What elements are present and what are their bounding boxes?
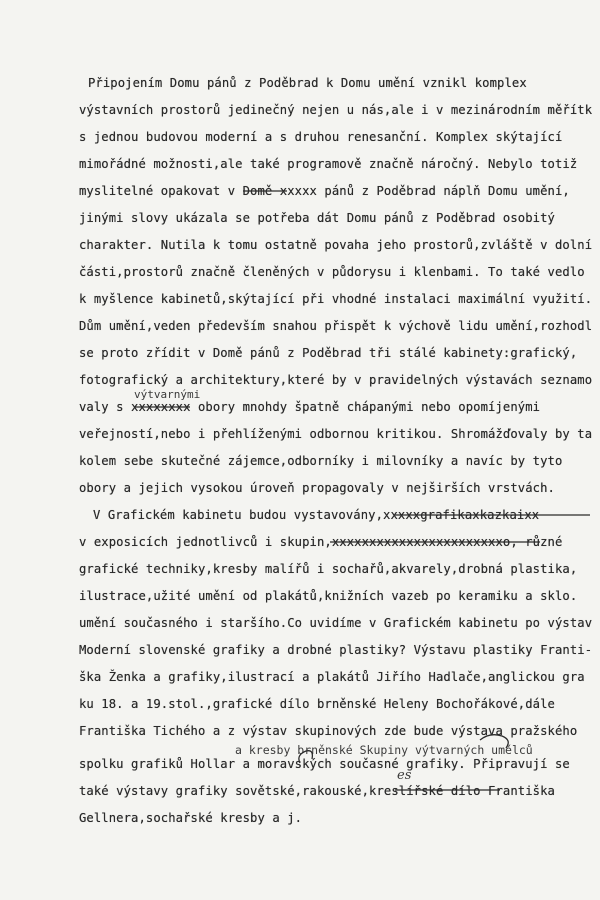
interlinear-correction: výtvarnými	[134, 388, 201, 401]
text-line: Moderní slovenské grafiky a drobné plastiky? Výstavu plastiky Franti-	[79, 643, 593, 657]
text-line: Gellnera,sochařské kresby a j.	[79, 811, 303, 825]
text-line: umění současného i staršího.Co uvidíme v Grafickém kabinetu po výstav	[79, 616, 593, 630]
text-line: mimořádné možnosti,ale také programově značně náročný. Nebylo totiž	[79, 157, 578, 171]
text-line: s jednou budovou moderní a s druhou renesanční. Komplex skýtající	[79, 130, 563, 144]
text-line: V Grafickém kabinetu budou vystavovány,xxxxxgrafikaxkazkaixx	[93, 508, 540, 522]
text-line: ilustrace,užité umění od plakátů,knižních vazeb po keramiku a sklo.	[79, 589, 578, 603]
text-line: grafické techniky,kresby malířů i sochařů,akvarely,drobná plastika,	[79, 562, 578, 576]
text-line: výstavních prostorů jedinečný nejen u nás,ale i v mezinárodním měřítk	[79, 103, 593, 117]
text-line: také výstavy grafiky sovětské,rakouské,kreslířské dílo Františka	[79, 784, 555, 798]
handwritten-mark: es	[397, 768, 412, 783]
text-line: valy s xxxxxxxx obory mnohdy špatně chápanými nebo opomíjenými	[79, 400, 541, 414]
text-line: spolku grafiků Hollar a moravských současné grafiky. Připravují se	[79, 757, 570, 771]
text-line: Dům umění,veden především snahou přispět k výchově lidu umění,rozhodl	[79, 319, 593, 333]
text-line: ku 18. a 19.stol.,grafické dílo brněnské Heleny Bochořákové,dále	[79, 697, 555, 711]
text-line: obory a jejich vysokou úroveň propagovaly v nejširších vrstvách.	[79, 481, 555, 495]
text-line: jinými slovy ukázala se potřeba dát Domu pánů z Poděbrad osobitý	[79, 211, 555, 225]
text-line: k myšlence kabinetů,skýtající při vhodné instalaci maximální využití.	[79, 292, 593, 306]
text-line: myslitelné opakovat v Domě xxxxx pánů z Poděbrad náplň Domu umění,	[79, 184, 570, 198]
text-line: v exposicích jednotlivců i skupin,xxxxxxxxxxxxxxxxxxxxxxxo, různé	[79, 535, 563, 549]
text-line: fotografický a architektury,které by v pravidelných výstavách seznamo	[79, 373, 593, 387]
text-line: části,prostorů značně členěných v půdorysu i klenbami. To také vedlo	[79, 265, 585, 279]
text-line: charakter. Nutila k tomu ostatně povaha jeho prostorů,zvláště v dolní	[79, 238, 593, 252]
text-line: Františka Tichého a z výstav skupinových zde bude výstava pražského	[79, 724, 578, 738]
text-line: veřejností,nebo i přehlíženými odbornou kritikou. Shromážďovaly by ta	[79, 427, 593, 441]
text-line: Připojením Domu pánů z Poděbrad k Domu umění vznikl komplex	[88, 76, 527, 90]
text-line: se proto zřídit v Domě pánů z Poděbrad tři stálé kabinety:grafický,	[79, 346, 578, 360]
text-line: kolem sebe skutečné zájemce,odborníky i milovníky a navíc by tyto	[79, 454, 563, 468]
text-line: ška Ženka a grafiky,ilustrací a plakátů Jiřího Hadlače,anglickou gra	[79, 670, 585, 684]
interlinear-insertion: a kresby brněnské Skupiny výtvarných umělců	[235, 743, 533, 757]
